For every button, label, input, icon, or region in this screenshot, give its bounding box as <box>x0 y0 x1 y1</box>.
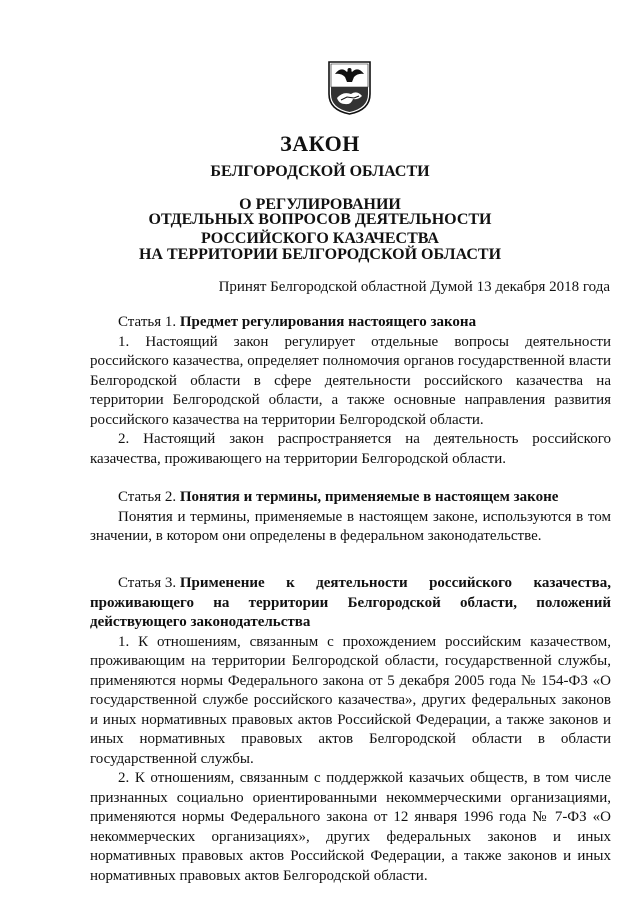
law-subject-line: НА ТЕРРИТОРИИ БЕЛГОРОДСКОЙ ОБЛАСТИ <box>138 246 502 263</box>
article-title-word: положений <box>536 594 611 611</box>
law-subject-line: РОССИЙСКОГО КАЗАЧЕСТВА <box>201 230 439 247</box>
article-prefix: Статья 1. <box>118 314 177 330</box>
article-title-word: казачества, <box>533 575 611 591</box>
article-3 <box>90 574 611 886</box>
article-heading <box>90 313 611 333</box>
article-title-word: проживающего <box>90 594 194 611</box>
article-paragraph: Понятия и термины, применяемые в настоящем законе, используются в том значении, в котором они определены в федеральном законодательстве. <box>90 508 611 544</box>
law-title: ЗАКОН <box>280 131 360 156</box>
article-title: Предмет регулирования настоящего закона <box>179 314 477 330</box>
article-title-word: Применение <box>179 575 265 591</box>
article-title-line: действующего законодательства <box>90 614 311 630</box>
article-prefix: Статья 3. <box>118 575 177 591</box>
article-title-word: Белгородской <box>347 594 441 611</box>
article-paragraph: 1. Настоящий закон регулирует отдельные вопросы деятельности российского казачества, определяет полномочия органов государственной власти Белгородской области в сфере деятельности российского казачества на территории Белгородской области, а также основные направления развития российского казачества на территории Белгородской области. <box>90 333 611 428</box>
article-title-word: территории <box>248 594 329 611</box>
article-prefix: Статья 2. <box>118 489 177 505</box>
article-title-word: деятельности <box>316 575 408 591</box>
article-title-word: на <box>213 594 230 611</box>
article-2 <box>90 488 611 547</box>
law-subject-line: О РЕГУЛИРОВАНИИ <box>239 196 401 213</box>
article-paragraph: 2. К отношениям, связанным с поддержкой казачьих обществ, в том числе признанных социально ориентированными некоммерческими организациями, применяются нормы Федерального закона от 12 января 1996 года № 7-ФЗ «О некоммерческих организациях», других федеральных законов и иных нормативных правовых актов Российской Федерации, а также законов и иных нормативных правовых актов Белгородской области. <box>90 770 611 884</box>
article-paragraph: 1. К отношениям, связанным с прохождением российским казачеством, проживающим на территории Белгородской области, государственной службы, применяются нормы Федерального закона от 5 декабря 2005 года № 154-ФЗ «О государственной службе российского казачества», других федеральных законов и иных нормативных правовых актов Российской Федерации, а также законов и иных нормативных правовых актов Белгородской области в области государственной службы. <box>90 633 611 767</box>
article-title-word: к <box>286 575 295 591</box>
adoption-note: Принят Белгородской областной Думой 13 декабря 2018 года <box>218 279 610 295</box>
article-title: Понятия и термины, применяемые в настоящем законе <box>179 489 559 505</box>
article-heading <box>90 488 611 508</box>
belgorod-coat-of-arms-icon <box>327 60 372 116</box>
article-title-word: области, <box>460 594 517 611</box>
article-paragraph: 2. Настоящий закон распространяется на деятельность российского казачества, проживающего на территории Белгородской области. <box>90 431 611 467</box>
article-heading <box>90 574 611 594</box>
law-subject-line: ОТДЕЛЬНЫХ ВОПРОСОВ ДЕЯТЕЛЬНОСТИ <box>148 211 492 228</box>
article-title-line <box>90 594 611 614</box>
article-title-word: российского <box>429 575 513 591</box>
region-title: БЕЛГОРОДСКОЙ ОБЛАСТИ <box>210 163 430 180</box>
article-1 <box>90 313 611 469</box>
